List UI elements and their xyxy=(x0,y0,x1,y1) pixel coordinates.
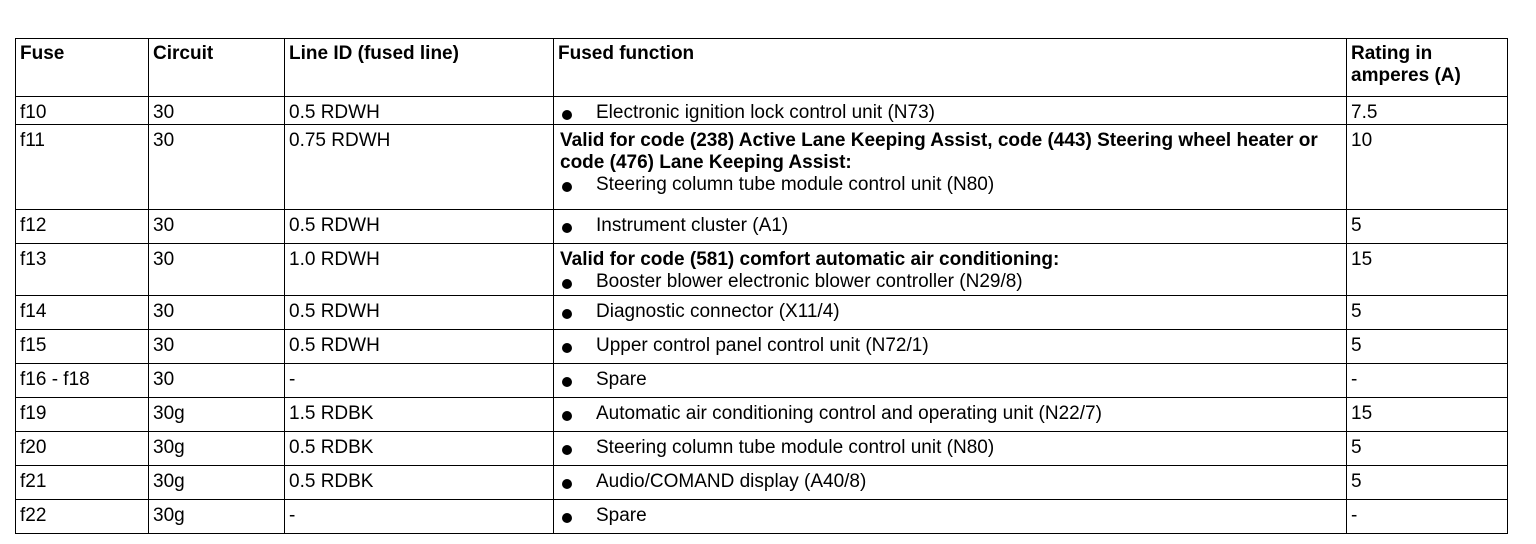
header-line-id: Line ID (fused line) xyxy=(285,39,554,97)
condition-text: Valid for code (238) Active Lane Keeping Assist, code (443) Steering wheel heater or code (476) Lane Keeping Assist: xyxy=(560,130,1318,173)
bullet-icon xyxy=(562,110,572,120)
circuit-cell: 30g xyxy=(149,500,285,534)
table-row xyxy=(16,296,1508,330)
function-cell xyxy=(554,97,1347,125)
rating-cell: 15 xyxy=(1347,398,1508,432)
function-text: Spare xyxy=(596,505,647,526)
circuit-cell: 30 xyxy=(149,125,285,210)
header-function: Fused function xyxy=(554,39,1347,97)
function-text: Steering column tube module control unit (N80) xyxy=(596,174,995,195)
bullet-icon xyxy=(562,309,572,319)
circuit-cell: 30g xyxy=(149,432,285,466)
circuit-cell: 30g xyxy=(149,398,285,432)
table-row xyxy=(16,500,1508,534)
function-text: Booster blower electronic blower controller (N29/8) xyxy=(596,271,1023,292)
table-row xyxy=(16,244,1508,296)
table-row xyxy=(16,210,1508,244)
function-text: Instrument cluster (A1) xyxy=(596,215,789,236)
function-item xyxy=(560,174,1342,196)
function-text: Automatic air conditioning control and operating unit (N22/7) xyxy=(596,403,1102,424)
function-text: Spare xyxy=(596,369,647,390)
rating-cell: 10 xyxy=(1347,125,1508,210)
line-id-cell: 0.5 RDWH xyxy=(285,330,554,364)
function-text: Upper control panel control unit (N72/1) xyxy=(596,335,929,356)
line-id-cell: 1.0 RDWH xyxy=(285,244,554,296)
function-cell xyxy=(554,296,1347,330)
table-row xyxy=(16,97,1508,125)
line-id-cell: 0.75 RDWH xyxy=(285,125,554,210)
circuit-cell: 30 xyxy=(149,210,285,244)
function-cell xyxy=(554,466,1347,500)
fuse-cell: f16 - f18 xyxy=(16,364,149,398)
function-item xyxy=(560,335,1342,357)
fuse-cell: f19 xyxy=(16,398,149,432)
fuse-cell: f11 xyxy=(16,125,149,210)
line-id-cell: - xyxy=(285,364,554,398)
function-text: Electronic ignition lock control unit (N73) xyxy=(596,102,935,123)
function-item xyxy=(560,471,1342,493)
line-id-cell: 0.5 RDBK xyxy=(285,432,554,466)
bullet-icon xyxy=(562,513,572,523)
circuit-cell: 30g xyxy=(149,466,285,500)
function-item xyxy=(560,369,1342,391)
condition-text: Valid for code (581) comfort automatic air conditioning: xyxy=(560,249,1060,270)
fuse-cell: f12 xyxy=(16,210,149,244)
table-row xyxy=(16,364,1508,398)
function-text: Steering column tube module control unit (N80) xyxy=(596,437,995,458)
function-item xyxy=(560,301,1342,323)
circuit-cell: 30 xyxy=(149,330,285,364)
table-row xyxy=(16,432,1508,466)
table-row xyxy=(16,466,1508,500)
line-id-cell: - xyxy=(285,500,554,534)
header-circuit: Circuit xyxy=(149,39,285,97)
circuit-cell: 30 xyxy=(149,97,285,125)
fuse-cell: f14 xyxy=(16,296,149,330)
function-text: Diagnostic connector (X11/4) xyxy=(596,301,840,322)
function-text: Audio/COMAND display (A40/8) xyxy=(596,471,867,492)
circuit-cell: 30 xyxy=(149,296,285,330)
rating-cell: - xyxy=(1347,500,1508,534)
rating-cell: 5 xyxy=(1347,210,1508,244)
rating-cell: 5 xyxy=(1347,330,1508,364)
function-item xyxy=(560,403,1342,425)
header-row xyxy=(16,39,1508,97)
bullet-icon xyxy=(562,445,572,455)
bullet-icon xyxy=(562,479,572,489)
table-row xyxy=(16,398,1508,432)
bullet-icon xyxy=(562,279,572,289)
function-cell xyxy=(554,364,1347,398)
line-id-cell: 0.5 RDWH xyxy=(285,296,554,330)
line-id-cell: 1.5 RDBK xyxy=(285,398,554,432)
circuit-cell: 30 xyxy=(149,244,285,296)
function-cell xyxy=(554,210,1347,244)
rating-cell: 15 xyxy=(1347,244,1508,296)
circuit-cell: 30 xyxy=(149,364,285,398)
line-id-cell: 0.5 RDWH xyxy=(285,97,554,125)
rating-cell: 5 xyxy=(1347,296,1508,330)
function-item xyxy=(560,271,1342,293)
fuse-table xyxy=(15,38,1508,534)
function-cell xyxy=(554,125,1347,210)
fuse-cell: f13 xyxy=(16,244,149,296)
function-cell xyxy=(554,398,1347,432)
rating-cell: 7.5 xyxy=(1347,97,1508,125)
bullet-icon xyxy=(562,411,572,421)
bullet-icon xyxy=(562,223,572,233)
fuse-cell: f15 xyxy=(16,330,149,364)
function-item xyxy=(560,215,1342,237)
fuse-cell: f20 xyxy=(16,432,149,466)
function-cell xyxy=(554,330,1347,364)
bullet-icon xyxy=(562,182,572,192)
function-cell xyxy=(554,500,1347,534)
bullet-icon xyxy=(562,377,572,387)
fuse-cell: f21 xyxy=(16,466,149,500)
function-item xyxy=(560,505,1342,527)
line-id-cell: 0.5 RDBK xyxy=(285,466,554,500)
rating-cell: - xyxy=(1347,364,1508,398)
bullet-icon xyxy=(562,343,572,353)
function-item xyxy=(560,437,1342,459)
header-rating: Rating in amperes (A) xyxy=(1347,39,1508,97)
line-id-cell: 0.5 RDWH xyxy=(285,210,554,244)
rating-cell: 5 xyxy=(1347,432,1508,466)
table-row xyxy=(16,330,1508,364)
header-fuse: Fuse xyxy=(16,39,149,97)
function-item xyxy=(560,102,1342,124)
function-cell xyxy=(554,432,1347,466)
rating-cell: 5 xyxy=(1347,466,1508,500)
table-row xyxy=(16,125,1508,210)
function-cell xyxy=(554,244,1347,296)
fuse-cell: f22 xyxy=(16,500,149,534)
fuse-cell: f10 xyxy=(16,97,149,125)
